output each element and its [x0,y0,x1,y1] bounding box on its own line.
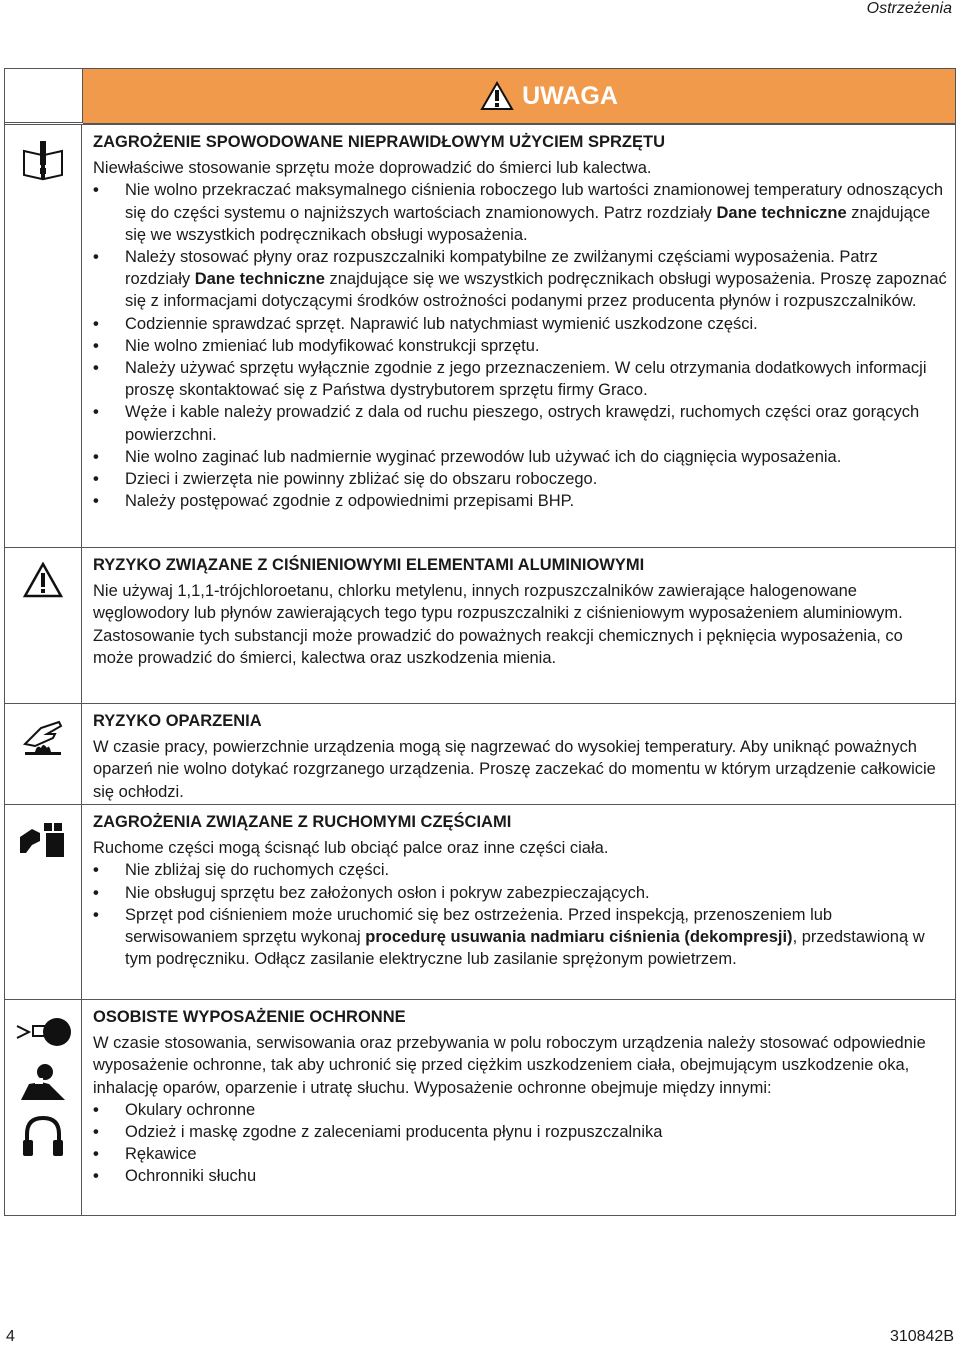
section-burn [5,703,955,804]
list-item: • Dzieci i zwierzęta nie powinny zbliżać się do obszaru roboczego. [93,468,947,490]
banner-spacer [5,69,83,123]
list-item: • Sprzęt pod ciśnieniem może uruchomić się bez ostrzeżenia. Przed inspekcją, przenoszeniem lub serwisowaniem sprzętu wykonaj procedurę usuwania nadmiaru ciśnienia (dekompresji), przedstawioną w tym podręczniku. Odłącz zasilanie elektryczne lub zasilanie sprężonym powietrzem. [93,904,947,971]
list-item: • Należy stosować płyny oraz rozpuszczalniki kompatybilne ze zwilżanymi częściami wyposażenia. Patrz rozdziały Dane techniczne znajdujące się we wszystkich podręcznikach obsługi wyposażenia. Proszę zapoznać się z informacjami dotyczącymi środków ostrożności podanymi przez producenta płynów i rozpuszczalników. [93,246,947,313]
list-item: • Nie zbliżaj się do ruchomych części. [93,859,947,881]
list-item: • Węże i kable należy prowadzić z dala od ruchu pieszego, ostrych krawędzi, ruchomych części oraz gorących powierzchni. [93,401,947,445]
manual-warning-icon [21,139,65,183]
section-misuse [5,124,955,547]
bullet-list [93,1099,947,1188]
section-title: RYZYKO OPARZENIA [93,712,262,730]
icon-col-aluminum [5,548,82,703]
bullet-list [93,179,947,512]
list-item: • Nie wolno przekraczać maksymalnego ciśnienia roboczego lub wartości znamionowej temperatury odnoszących się do części systemu o najniższych wartościach znamionowych. Patrz rozdziały Dane techniczne znajdujące się we wszystkich podręcznikach obsługi wyposażenia. [93,179,947,246]
section-header: Ostrzeżenia [866,0,952,17]
section-body: Nie używaj 1,1,1-trójchloroetanu, chlorku metylenu, innych rozpuszczalników zawierające halogenowane węglowodory lub płynów zawierających tego typu rozpuszczalniki z ciśnieniowym wyposażeniem aluminiowym. Zastosowanie tych substancji może prowadzić do poważnych reakcji chemicznych i pęknięcia wyposażenia, co może prowadzić do śmierci, kalectwa oraz uszkodzenia mienia. [93,582,903,667]
eye-protection-icon [15,1014,71,1050]
section-aluminum [5,547,955,703]
warning-triangle-icon [480,81,514,111]
ear-protection-icon [21,1114,65,1158]
section-ppe [5,999,955,1215]
list-item: • Należy używać sprzętu wyłącznie zgodnie z jego przeznaczeniem. W celu otrzymania dodatkowych informacji proszę skontaktować się z Państwa dystrybutorem sprzętu firmy Graco. [93,357,947,401]
warning-triangle-icon [23,562,63,598]
list-item: • Odzież i maskę zgodne z zaleceniami producenta płynu i rozpuszczalnika [93,1121,947,1143]
list-item: • Nie wolno zaginać lub nadmiernie wyginać przewodów lub używać ich do ciągnięcia wyposażenia. [93,446,947,468]
pinch-point-icon [18,819,68,861]
text-aluminum [82,548,955,703]
section-title: OSOBISTE WYPOSAŻENIE OCHRONNE [93,1008,406,1026]
section-title: RYZYKO ZWIĄZANE Z CIŚNIENIOWYMI ELEMENTAMI ALUMINIOWYMI [93,556,645,574]
warning-banner [83,69,955,124]
text-ppe [82,1000,955,1215]
section-intro: Niewłaściwe stosowanie sprzętu może doprowadzić do śmierci lub kalectwa. [93,159,652,178]
text-burn [82,704,955,804]
list-item: • Nie wolno zmieniać lub modyfikować konstrukcji sprzętu. [93,335,947,357]
list-item: • Okulary ochronne [93,1099,947,1121]
hot-surface-icon [21,718,65,758]
section-body: W czasie pracy, powierzchnie urządzenia mogą się nagrzewać do wysokiej temperatury. Aby uniknąć poważnych oparzeń nie wolno dotykać rozgrzanego urządzenia. Proszę zaczekać do momentu w którym urządzenie całkowicie się ochłodzi. [93,738,936,801]
icon-col-ppe [5,1000,82,1215]
icon-col-misuse [5,125,82,547]
list-item: • Należy postępować zgodnie z odpowiednimi przepisami BHP. [93,490,947,512]
section-moving [5,804,955,999]
list-item: • Rękawice [93,1143,947,1165]
section-intro: W czasie stosowania, serwisowania oraz przebywania w polu roboczym urządzenia należy stosować odpowiednie wyposażenie ochronne, tak aby uchronić się przed ciężkim uszkodzeniem ciała, obejmującym uszkodzenie oka, inhalację oparów, oparzenie i utratę słuchu. Wyposażenie ochronne obejmuje między innymi: [93,1034,926,1097]
section-title: ZAGROŻENIE SPOWODOWANE NIEPRAWIDŁOWYM UŻYCIEM SPRZĘTU [93,133,666,151]
icon-col-moving [5,805,82,999]
bullet-list [93,859,947,970]
text-misuse [82,125,955,547]
page-number: 4 [6,1328,15,1345]
banner-title-wrap [83,69,955,123]
icon-col-burn [5,704,82,804]
list-item: • Codziennie sprawdzać sprzęt. Naprawić lub natychmiast wymienić uszkodzone części. [93,313,947,335]
section-intro: Ruchome części mogą ścisnąć lub obciąć palce oraz inne części ciała. [93,839,609,858]
text-moving [82,805,955,999]
warning-table [4,68,956,1216]
respirator-icon [19,1062,67,1102]
list-item: • Nie obsługuj sprzętu bez założonych osłon i pokryw zabezpieczających. [93,882,947,904]
banner-title: UWAGA [522,81,618,110]
doc-number: 310842B [889,1328,954,1345]
section-title: ZAGROŻENIA ZWIĄZANE Z RUCHOMYMI CZĘŚCIAMI [93,813,512,831]
list-item: • Ochronniki słuchu [93,1165,947,1187]
